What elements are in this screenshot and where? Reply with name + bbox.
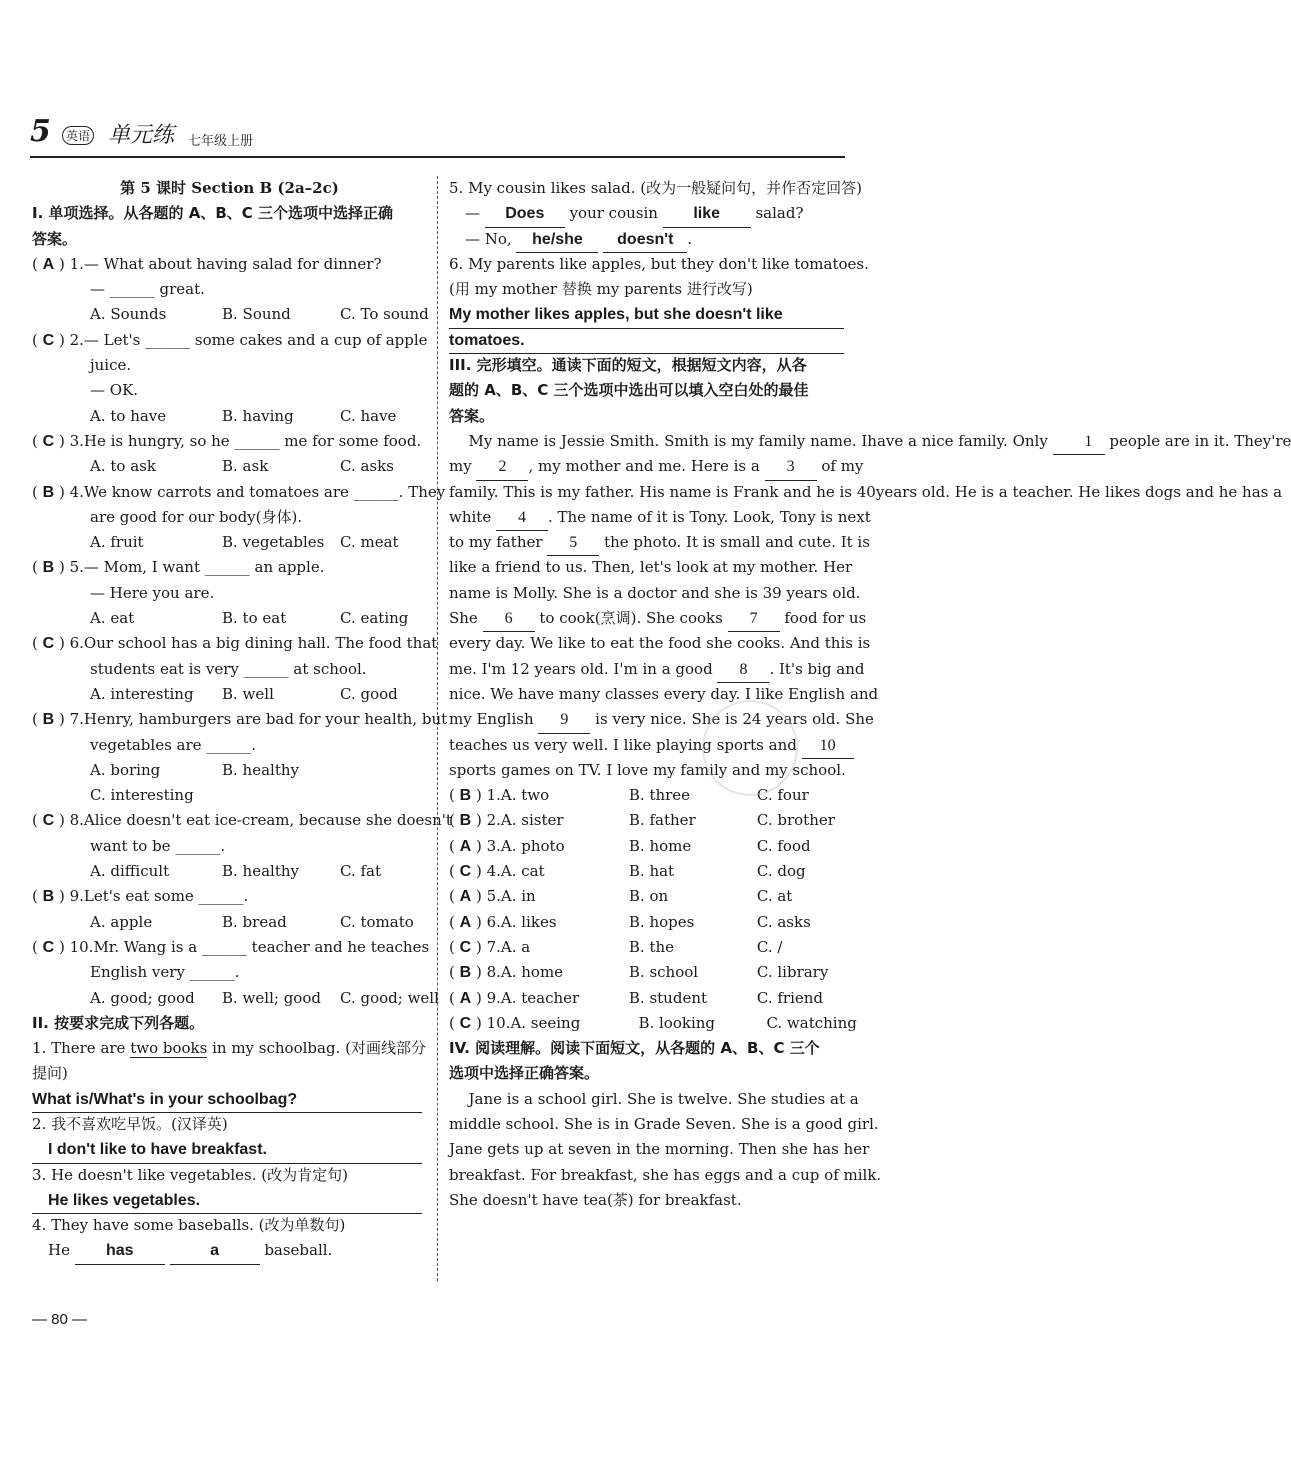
p1-option: C. have xyxy=(340,406,397,425)
passage-text: nice. We have many classes every day. I like English and xyxy=(449,684,879,703)
p3-option: A. photo xyxy=(500,836,565,855)
p3-question: ( C ) 10.A. seeing B. looking C. watching xyxy=(449,1011,846,1036)
column-divider xyxy=(437,176,438,1281)
part4-heading: IV. 阅读理解。阅读下面短文，从各题的 A、B、C 三个 xyxy=(449,1039,820,1058)
p1-options xyxy=(32,859,427,884)
part1-heading-cont: 答案。 xyxy=(32,229,78,248)
p1-q-line: English very ______. xyxy=(90,963,240,982)
p1-option: A. eat xyxy=(90,609,135,628)
part2-heading: II. 按要求完成下列各题。 xyxy=(32,1013,205,1032)
p1-option: A. boring xyxy=(90,760,161,779)
p3-option: B. home xyxy=(628,836,692,855)
p1-option: C. To sound xyxy=(340,305,429,324)
cloze-blank: 9 xyxy=(538,707,590,733)
passage-text: to cook(烹调). She cooks xyxy=(534,609,728,628)
p1-answer-label: ( C ) xyxy=(32,330,70,349)
p3-option: A. sister xyxy=(500,811,564,830)
passage-text: my xyxy=(449,457,477,476)
p3-question: ( A ) 6.A. likes B. hopes C. asks xyxy=(449,910,846,935)
right-column xyxy=(449,176,1291,1213)
passage-line xyxy=(449,631,871,656)
p1-options xyxy=(32,986,439,1011)
p1-answer: B xyxy=(42,888,55,906)
passage-text: is very nice. She is 24 years old. She xyxy=(590,710,874,729)
p3-q-number: 7. xyxy=(486,937,501,956)
p1-q-text: Henry, hamburgers are bad for your health, but xyxy=(83,710,448,729)
p1-options xyxy=(32,910,427,935)
p2-q5-post: salad? xyxy=(755,204,804,223)
lesson-title: 第 5 课时 Section B (2a–2c) xyxy=(120,179,339,197)
p1-q-number: 5. xyxy=(69,558,84,577)
p3-answer: C xyxy=(459,1014,472,1032)
p3-option: C. / xyxy=(756,937,783,956)
p2-q5-mid: your cousin xyxy=(569,204,658,223)
p1-q-number: 1. xyxy=(69,254,84,273)
p1-q-line: juice. xyxy=(90,356,132,375)
p1-option: C. tomato xyxy=(340,912,414,931)
p2-q6-answer2: tomatoes. xyxy=(449,328,844,354)
p1-answer-label: ( B ) xyxy=(32,558,70,577)
p1-answer: C xyxy=(42,635,55,653)
p3-question: ( C ) 7.A. a B. the C. / xyxy=(449,935,846,960)
p3-answer: A xyxy=(459,913,472,931)
p3-option: A. seeing xyxy=(510,1013,581,1032)
p2-q6-line2: (用 my mother 替换 my parents 进行改写) xyxy=(449,280,753,299)
p2-q5-a2: like xyxy=(663,201,751,227)
p2-q3-answer: He likes vegetables. xyxy=(32,1188,422,1214)
passage-line xyxy=(449,682,879,707)
p3-option: C. friend xyxy=(756,988,824,1007)
p3-option: B. the xyxy=(628,937,675,956)
passage-text: name is Molly. She is a doctor and she is 39 years old. xyxy=(449,583,861,602)
p3-option: A. teacher xyxy=(500,988,580,1007)
p1-q-number: 8. xyxy=(69,811,84,830)
p1-q-line xyxy=(32,631,438,656)
reading-line: She doesn't have tea(茶) for breakfast. xyxy=(449,1190,742,1209)
p1-option: A. difficult xyxy=(90,862,170,881)
p1-q-line xyxy=(32,555,427,580)
passage-text: white xyxy=(449,507,496,526)
passage-text: sports games on TV. I love my family and my school. xyxy=(449,760,846,779)
p1-option: C. eating xyxy=(340,609,409,628)
passage-text: teaches us very well. I like playing sports and xyxy=(449,735,802,754)
p3-question: ( A ) 9.A. teacher B. student C. friend xyxy=(449,986,846,1011)
p3-q-number: 1. xyxy=(486,786,501,805)
p1-q-text: He is hungry, so he ______ me for some food. xyxy=(83,431,422,450)
cloze-blank: 2 xyxy=(476,454,528,480)
p3-q-number: 2. xyxy=(486,811,501,830)
p1-q-line xyxy=(32,884,427,909)
p3-option: C. library xyxy=(756,963,829,982)
p3-option: B. three xyxy=(628,786,691,805)
cloze-blank: 7 xyxy=(728,606,780,632)
passage-line xyxy=(449,555,853,580)
passage-text: people are in it. They're xyxy=(1104,431,1291,450)
p1-q-line: students eat is very ______ at school. xyxy=(90,659,367,678)
p2-q1 xyxy=(32,1036,427,1061)
p3-option: C. asks xyxy=(756,912,811,931)
p3-option: B. on xyxy=(628,887,669,906)
p2-q4: 4. They have some baseballs. (改为单数句) xyxy=(32,1216,346,1235)
p1-option: B. healthy xyxy=(222,862,299,881)
p1-option: B. healthy xyxy=(222,760,299,779)
part3-questions xyxy=(449,783,857,1036)
cloze-blank: 6 xyxy=(483,606,535,632)
p1-option: B. bread xyxy=(222,912,287,931)
p1-option: B. well xyxy=(222,684,274,703)
passage-line xyxy=(449,530,870,555)
p1-q-text: — What about having salad for dinner? xyxy=(83,254,382,273)
p1-option: C. fat xyxy=(340,862,382,881)
p1-q-text: — Mom, I want ______ an apple. xyxy=(83,558,325,577)
reading-line: middle school. She is in Grade Seven. She is a good girl. xyxy=(449,1114,879,1133)
p1-option: C. asks xyxy=(340,457,394,476)
p2-q1-answer: What is/What's in your schoolbag? xyxy=(32,1087,422,1113)
p1-answer: C xyxy=(42,432,55,450)
p1-q-number: 2. xyxy=(69,330,84,349)
p2-q2-answer: I don't like to have breakfast. xyxy=(32,1137,422,1163)
p1-q-text: Alice doesn't eat ice-cream, because she doesn't xyxy=(83,811,452,830)
p3-option: B. school xyxy=(628,963,699,982)
p1-q-text: Let's eat some ______. xyxy=(83,887,249,906)
p2-q4-fill xyxy=(32,1238,427,1263)
p2-q5-pre2: — No, xyxy=(465,229,512,248)
p2-q4-post: baseball. xyxy=(264,1241,333,1260)
part3-heading-2: 题的 A、B、C 三个选项中选出可以填入空白处的最佳 xyxy=(449,381,809,400)
p1-options xyxy=(32,404,427,429)
p1-options xyxy=(32,606,427,631)
p3-answer: A xyxy=(459,888,472,906)
p1-answer: C xyxy=(42,331,55,349)
p2-q5-fill2 xyxy=(449,227,846,252)
p2-q1-line2: 提问) xyxy=(32,1064,68,1083)
p1-q-line: — ______ great. xyxy=(90,280,205,299)
page-number: — 80 — xyxy=(32,1311,88,1328)
p1-q-line xyxy=(32,252,427,277)
p1-q-line xyxy=(32,429,427,454)
p1-q-number: 4. xyxy=(69,482,84,501)
p1-option: B. having xyxy=(222,406,294,425)
p1-q-number: 10. xyxy=(69,937,94,956)
p3-q-number: 10. xyxy=(486,1013,511,1032)
p1-answer-label: ( B ) xyxy=(32,710,70,729)
p1-q-number: 3. xyxy=(69,431,84,450)
p1-q-line: vegetables are ______. xyxy=(90,735,257,754)
p3-answer: B xyxy=(459,787,472,805)
passage-text: like a friend to us. Then, let's look at my mother. Her xyxy=(449,558,853,577)
reading-passage xyxy=(449,1087,882,1213)
p1-option: A. interesting xyxy=(90,684,194,703)
reading-line: Jane gets up at seven in the morning. Then she has her xyxy=(449,1140,870,1159)
p2-q5-pre: — xyxy=(465,204,480,223)
part3-heading: III. 完形填空。通读下面的短文，根据短文内容，从各 xyxy=(449,356,807,375)
p1-q-line: are good for our body(身体). xyxy=(90,507,303,526)
passage-text: food for us xyxy=(779,609,867,628)
passage-line xyxy=(449,480,1283,505)
p3-option: B. looking xyxy=(638,1013,716,1032)
p1-option: A. fruit xyxy=(90,533,144,552)
p1-q-text: We know carrots and tomatoes are ______. They xyxy=(83,482,446,501)
p2-q1-post: in my schoolbag. (对画线部分 xyxy=(207,1039,426,1058)
p1-option: C. meat xyxy=(340,533,399,552)
p1-q-text: — Let's ______ some cakes and a cup of apple xyxy=(83,330,428,349)
p1-options xyxy=(32,302,427,327)
p1-option: B. vegetables xyxy=(222,533,325,552)
p1-option: C. good; well xyxy=(340,988,439,1007)
p1-option: A. Sounds xyxy=(90,305,167,324)
p3-answer: C xyxy=(459,938,472,956)
book-logo-subject: 英语 xyxy=(62,126,94,145)
p1-answer-label: ( B ) xyxy=(32,482,70,501)
p3-question: ( A ) 5.A. in B. on C. at xyxy=(449,884,846,909)
p3-q-number: 6. xyxy=(486,912,501,931)
part3-heading-3: 答案。 xyxy=(449,406,495,425)
p3-option: A. cat xyxy=(500,862,545,881)
part1-heading: I. 单项选择。从各题的 A、B、C 三个选项中选择正确 xyxy=(32,204,393,223)
p3-option: B. student xyxy=(628,988,708,1007)
p3-question: ( B ) 1.A. two B. three C. four xyxy=(449,783,846,808)
p1-q-line xyxy=(32,707,448,732)
p3-answer: B xyxy=(459,812,472,830)
p3-answer: B xyxy=(459,964,472,982)
p3-option: C. at xyxy=(756,887,793,906)
p1-answer-label: ( A ) xyxy=(32,254,70,273)
p1-option: A. good; good xyxy=(90,988,195,1007)
p1-answer-label: ( C ) xyxy=(32,634,70,653)
part1-questions xyxy=(32,252,452,1011)
p3-answer: A xyxy=(459,837,472,855)
cloze-blank: 3 xyxy=(765,454,817,480)
passage-text: . It's big and xyxy=(769,659,865,678)
p3-option: A. two xyxy=(500,786,550,805)
p3-option: B. hopes xyxy=(628,912,695,931)
p2-q5-a3: he/she xyxy=(516,227,598,253)
passage-line xyxy=(449,657,865,682)
p1-option: B. ask xyxy=(222,457,269,476)
p3-option: A. home xyxy=(500,963,564,982)
p2-q5-fill1 xyxy=(449,201,846,226)
p1-answer: C xyxy=(42,938,55,956)
passage-text: years old. He is a teacher. He likes dogs and he has a xyxy=(875,482,1283,501)
p2-q5-a1: Does xyxy=(485,201,565,227)
p1-q-line xyxy=(32,808,452,833)
reading-line: breakfast. For breakfast, she has eggs and a cup of milk. xyxy=(449,1165,882,1184)
p2-q5-a4: doesn't xyxy=(603,227,687,253)
p2-q6: 6. My parents like apples, but they don't like tomatoes. xyxy=(449,254,869,273)
p2-q1-underlined: two books xyxy=(130,1039,208,1058)
passage-line xyxy=(449,505,871,530)
p1-q-text: Our school has a big dining hall. The food that xyxy=(83,634,438,653)
p1-option: A. to ask xyxy=(90,457,156,476)
p1-option: C. interesting xyxy=(90,786,194,805)
book-logo-title: 单元练 xyxy=(108,123,175,148)
p2-q2: 2. 我不喜欢吃早饭。(汉译英) xyxy=(32,1114,228,1133)
p1-options xyxy=(32,682,427,707)
passage-text: . The name of it is Tony. Look, Tony is next xyxy=(547,507,871,526)
p1-q-line xyxy=(32,328,427,353)
cloze-blank: 5 xyxy=(547,530,599,556)
left-column xyxy=(32,176,452,1264)
p3-option: B. father xyxy=(628,811,696,830)
passage-text: My name is Jessie Smith. Smith is my family name. I xyxy=(468,431,868,450)
p3-q-number: 5. xyxy=(486,887,501,906)
p3-option: A. a xyxy=(500,937,531,956)
p1-answer-label: ( B ) xyxy=(32,887,70,906)
p1-answer: B xyxy=(42,559,55,577)
grade-label: 七年级上册 xyxy=(188,134,254,149)
passage-text: She xyxy=(449,609,483,628)
cloze-blank: 1 xyxy=(1053,429,1105,455)
p3-option: C. brother xyxy=(756,811,835,830)
passage-line xyxy=(449,581,861,606)
passage-text: , my mother and me. Here is a xyxy=(528,457,765,476)
watermark-stamp xyxy=(702,700,798,796)
p1-answer-label: ( C ) xyxy=(32,431,70,450)
cloze-blank: 10 xyxy=(802,733,854,759)
p1-q-number: 9. xyxy=(69,887,84,906)
p1-q-line: — OK. xyxy=(90,381,139,400)
p1-q-number: 7. xyxy=(69,710,84,729)
p1-options xyxy=(32,758,427,783)
passage-text: every day. We like to eat the food she cooks. And this is xyxy=(449,634,871,653)
passage-text: my English xyxy=(449,710,539,729)
p3-answer: A xyxy=(459,989,472,1007)
p1-answer: B xyxy=(42,711,55,729)
p1-option: B. well; good xyxy=(222,988,321,1007)
p3-answer: C xyxy=(459,863,472,881)
passage-text: the photo. It is small and cute. It is xyxy=(599,533,870,552)
passage-line xyxy=(449,606,867,631)
p2-q4-a2: a xyxy=(170,1238,260,1264)
p1-q-text: Mr. Wang is a ______ teacher and he teaches xyxy=(93,937,430,956)
p2-q1-pre: 1. There are xyxy=(32,1039,131,1058)
p3-q-number: 8. xyxy=(486,963,501,982)
p3-option: C. dog xyxy=(756,862,806,881)
p3-question: ( C ) 4.A. cat B. hat C. dog xyxy=(449,859,846,884)
passage-line xyxy=(449,429,1291,454)
p1-answer-label: ( C ) xyxy=(32,937,70,956)
p1-option: A. apple xyxy=(90,912,153,931)
passage-text: of my xyxy=(816,457,864,476)
reading-line: Jane is a school girl. She is twelve. She studies at a xyxy=(468,1089,859,1108)
p3-option: C. food xyxy=(756,836,811,855)
p1-options xyxy=(32,454,427,479)
cloze-blank: 4 xyxy=(496,505,548,531)
p1-answer: C xyxy=(42,812,55,830)
p1-answer: B xyxy=(42,483,55,501)
p1-q-number: 6. xyxy=(69,634,84,653)
p2-q6-answer1: My mother likes apples, but she doesn't like xyxy=(449,302,844,328)
p3-option: B. hat xyxy=(628,862,675,881)
p1-option: C. good xyxy=(340,684,398,703)
p1-answer: A xyxy=(42,255,55,273)
p3-option: C. four xyxy=(756,786,809,805)
p1-options xyxy=(32,530,427,555)
p2-q5-post2: . xyxy=(687,229,693,248)
p1-q-line: want to be ______. xyxy=(90,836,226,855)
p3-q-number: 9. xyxy=(486,988,501,1007)
p2-q4-pre: He xyxy=(48,1241,70,1260)
p3-option: A. in xyxy=(500,887,536,906)
passage-text: family. This is my father. His name is Frank and he is 40 xyxy=(449,482,876,501)
p1-q-line: — Here you are. xyxy=(90,583,215,602)
passage-text: me. I'm 12 years old. I'm in a good xyxy=(449,659,718,678)
book-logo-number: 5 xyxy=(30,114,50,149)
p1-option: B. to eat xyxy=(222,609,287,628)
p3-q-number: 3. xyxy=(486,836,501,855)
p1-q-line xyxy=(32,480,446,505)
passage-line xyxy=(449,454,864,479)
p1-option: A. to have xyxy=(90,406,167,425)
p1-answer-label: ( C ) xyxy=(32,811,70,830)
p2-q3: 3. He doesn't like vegetables. (改为肯定句) xyxy=(32,1165,348,1184)
p1-option: B. Sound xyxy=(222,305,291,324)
p3-question: ( B ) 2.A. sister B. father C. brother xyxy=(449,808,846,833)
page-header xyxy=(30,112,845,158)
passage-text: to my father xyxy=(449,533,548,552)
p2-q5: 5. My cousin likes salad. (改为一般疑问句，并作否定回答) xyxy=(449,179,862,197)
p1-q-line xyxy=(32,935,430,960)
p3-option: A. likes xyxy=(500,912,557,931)
part4-heading-2: 选项中选择正确答案。 xyxy=(449,1064,600,1083)
p2-q4-a1: has xyxy=(75,1238,165,1264)
p3-question: ( B ) 8.A. home B. school C. library xyxy=(449,960,846,985)
passage-text: have a nice family. Only xyxy=(867,431,1053,450)
p3-q-number: 4. xyxy=(486,862,501,881)
cloze-blank: 8 xyxy=(717,657,769,683)
p3-option: C. watching xyxy=(766,1013,857,1032)
p3-question: ( A ) 3.A. photo B. home C. food xyxy=(449,834,846,859)
